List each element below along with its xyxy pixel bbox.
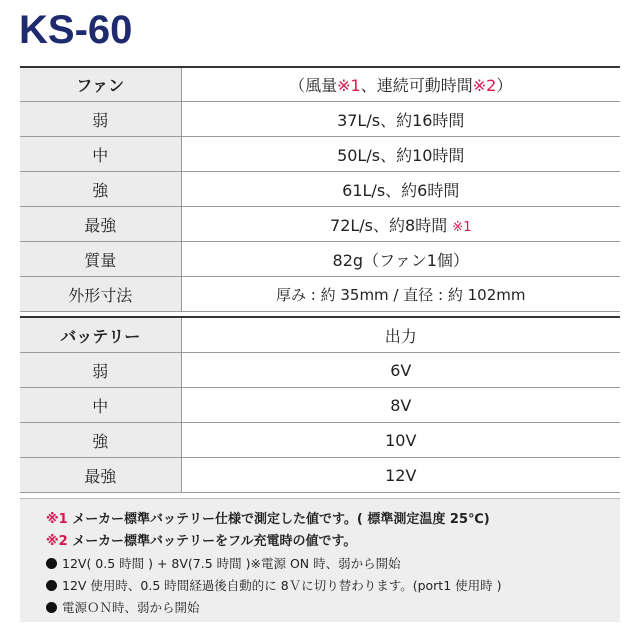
note-2-text: メーカー標準バッテリーをフル充電時の値です。	[72, 534, 357, 549]
row-label: 中	[20, 388, 181, 423]
fan-header-mark2: ※2	[472, 76, 497, 95]
row-value: 6V	[181, 353, 620, 388]
battery-header-label: バッテリー	[20, 317, 181, 353]
row-value	[181, 277, 620, 312]
row-value	[181, 242, 620, 277]
row-label: 強	[20, 423, 181, 458]
row-value	[181, 207, 620, 242]
row-value	[181, 172, 620, 207]
bullet-note	[46, 553, 620, 575]
fan-header-value	[181, 67, 620, 102]
row-label: 弱	[20, 353, 181, 388]
fan-header-label: ファン	[20, 67, 181, 102]
bullet-text: 電源ＯＮ時、弱から開始	[62, 600, 200, 615]
battery-spec-table	[20, 316, 620, 493]
battery-header-value: 出力	[181, 317, 620, 353]
note-1	[46, 509, 620, 531]
row-value	[181, 137, 620, 172]
table-row	[20, 423, 620, 458]
row-label: 中	[20, 137, 181, 172]
table-row	[20, 207, 620, 242]
row-value	[181, 102, 620, 137]
fan-table-header	[20, 67, 620, 102]
row-label: 質量	[20, 242, 181, 277]
row-label: 最強	[20, 458, 181, 493]
table-row	[20, 242, 620, 277]
bullet-icon	[46, 558, 57, 569]
note-2-mark: ※2	[46, 534, 68, 549]
table-row	[20, 102, 620, 137]
note-2	[46, 531, 620, 553]
row-value: 12V	[181, 458, 620, 493]
bullet-text: 12V 使用時、0.5 時間経過後自動的に 8Ｖに切り替わります。(port1 使用時 )	[62, 578, 502, 593]
fan-header-mark1: ※1	[337, 76, 361, 95]
table-row	[20, 172, 620, 207]
row-value-text: 82g（ファン1個）	[332, 250, 469, 270]
battery-table-header	[20, 317, 620, 353]
row-value: 10V	[181, 423, 620, 458]
row-label: 弱	[20, 102, 181, 137]
table-row	[20, 388, 620, 423]
fan-header-suffix: ）	[496, 76, 513, 95]
notes-box	[20, 498, 620, 622]
note-1-mark: ※1	[46, 512, 68, 527]
row-label: 強	[20, 172, 181, 207]
row-value-text: 50L/s、約10時間	[337, 145, 465, 165]
product-title: KS-60	[19, 8, 133, 52]
bullet-note	[46, 597, 620, 619]
fan-spec-table	[20, 66, 620, 312]
row-value: 8V	[181, 388, 620, 423]
row-value-text: 37L/s、約16時間	[337, 110, 465, 130]
bullet-text: 12V( 0.5 時間 ) + 8V(7.5 時間 )※電源 ON 時、弱から開始	[62, 556, 401, 571]
bullet-icon	[46, 580, 57, 591]
row-value-text: 61L/s、約6時間	[342, 180, 460, 200]
bullet-icon	[46, 602, 57, 613]
row-value-text: 72L/s、約8時間	[330, 215, 448, 235]
row-label: 外形寸法	[20, 277, 181, 312]
table-row	[20, 353, 620, 388]
row-label: 最強	[20, 207, 181, 242]
table-row	[20, 458, 620, 493]
row-value-text: 厚み : 約 35mm / 直径 : 約 102mm	[276, 285, 526, 304]
bullet-note	[46, 575, 620, 597]
note-1-text: メーカー標準バッテリー仕様で測定した値です。( 標準測定温度 25℃)	[72, 512, 490, 527]
table-row	[20, 137, 620, 172]
fan-header-mid: 、連続可動時間	[360, 76, 473, 95]
row-value-mark: ※1	[452, 219, 472, 235]
fan-header-prefix: （風量	[289, 76, 338, 95]
table-row	[20, 277, 620, 312]
